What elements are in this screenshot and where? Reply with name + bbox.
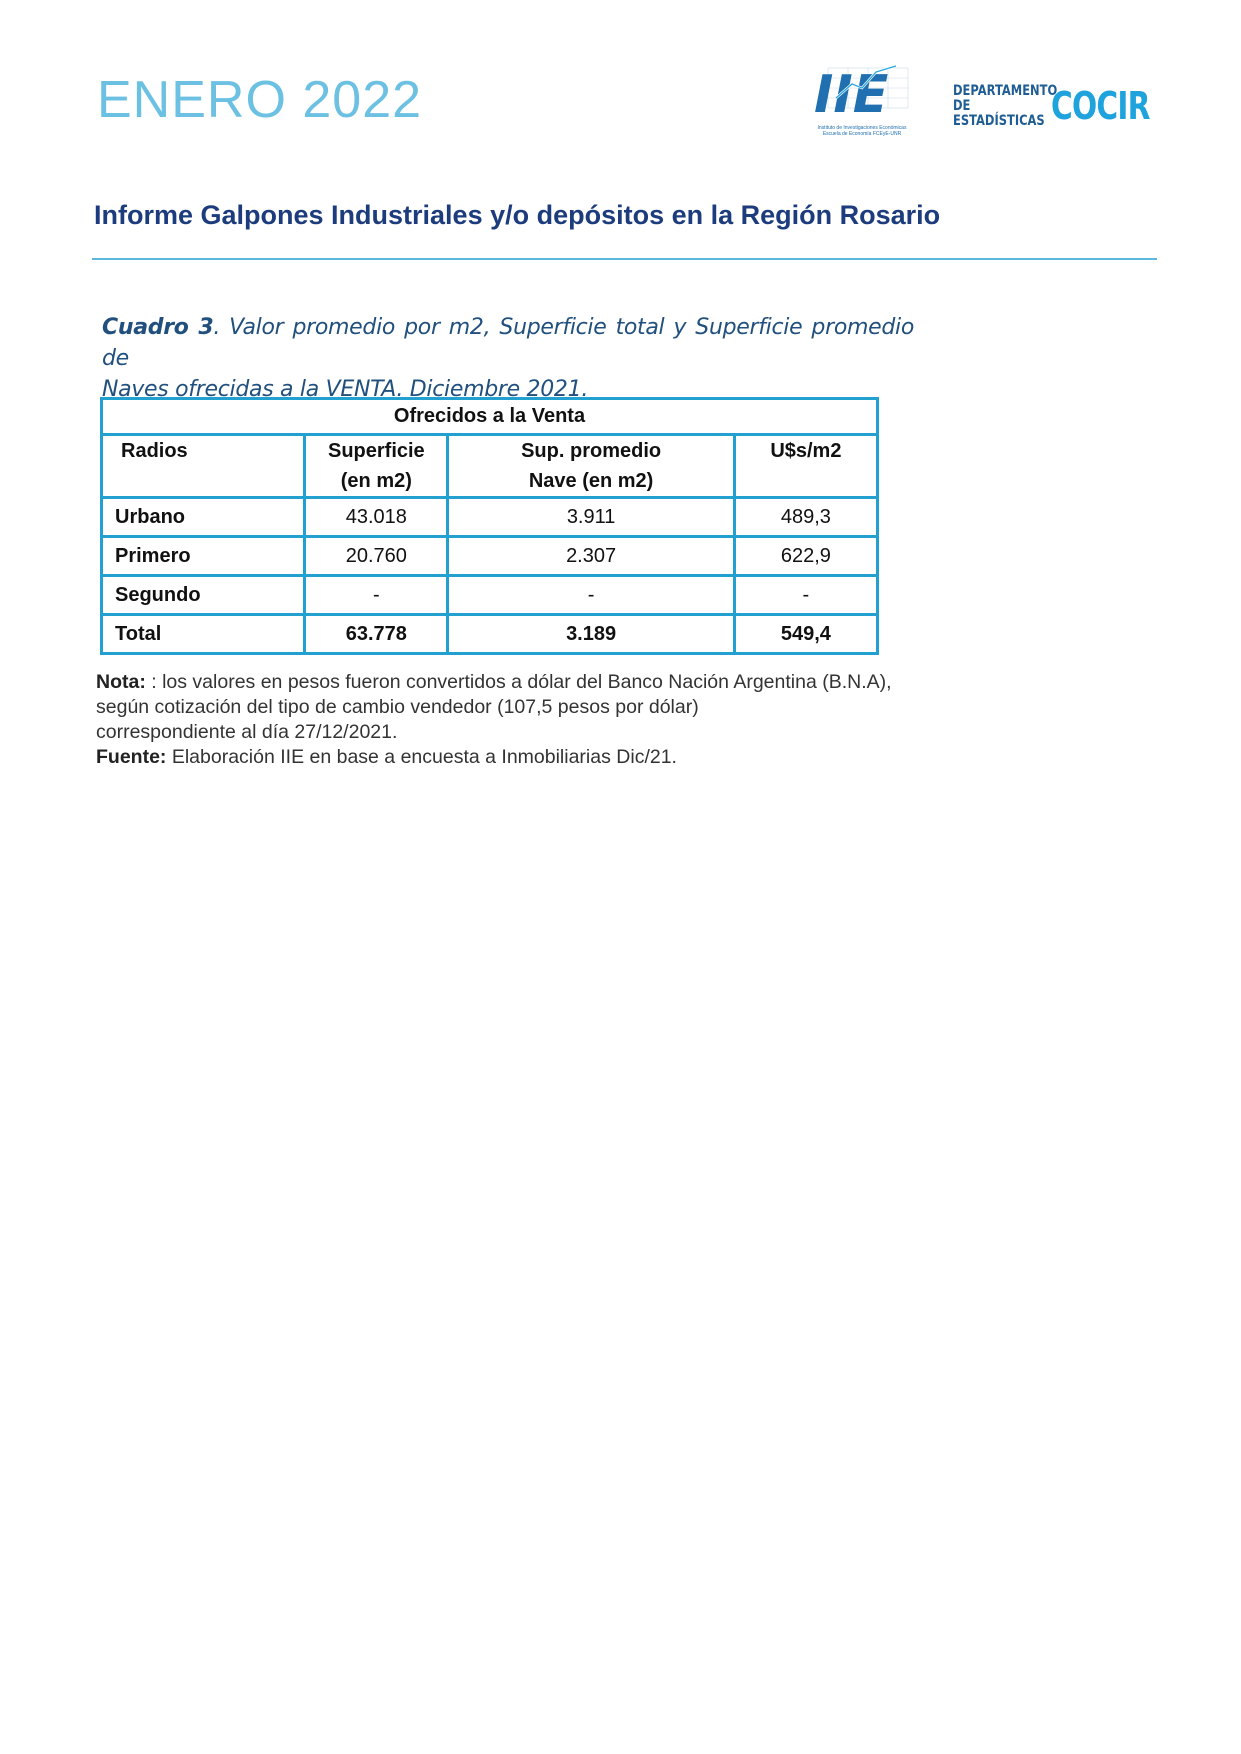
iie-logo-subtitle-1: Instituto de Investigaciones Económicas	[817, 125, 907, 131]
header-radios: Radios	[102, 435, 305, 498]
table-row	[102, 576, 878, 615]
cell-sup-promedio: 3.911	[448, 498, 734, 537]
report-month: ENERO 2022	[97, 71, 423, 129]
header-usd-m2: U$s/m2	[734, 435, 877, 498]
table-row	[102, 498, 878, 537]
iie-logo-subtitle-2: Escuela de Economía FCEyE-UNR	[822, 131, 902, 137]
header-divider	[92, 258, 1157, 260]
table-total-row	[102, 615, 878, 654]
cell-radio: Segundo	[102, 576, 305, 615]
table-row	[102, 537, 878, 576]
cocir-logo	[953, 82, 1177, 129]
table-header-row	[102, 435, 878, 498]
cell-usd-m2: -	[734, 576, 877, 615]
header-superficie: Superficie (en m2)	[305, 435, 448, 498]
iie-logo-mark	[810, 58, 914, 120]
note-line-1: Nota: : los valores en pesos fueron convertidos a dólar del Banco Nación Argentina (B.N.A),	[96, 671, 892, 693]
cell-sup-promedio: 3.189	[448, 615, 734, 654]
cocir-logo-brand: COCIR	[1051, 84, 1150, 128]
cell-usd-m2: 489,3	[734, 498, 877, 537]
header-sup-promedio: Sup. promedio Nave (en m2)	[448, 435, 734, 498]
cell-radio: Total	[102, 615, 305, 654]
cell-superficie: 20.760	[305, 537, 448, 576]
source-label: Fuente:	[96, 746, 167, 768]
sales-table	[100, 397, 879, 655]
iie-logo-letters: IIE	[814, 65, 889, 120]
note-label: Nota:	[96, 671, 146, 693]
cocir-logo-line1: DEPARTAMENTO DE	[953, 82, 1058, 114]
cocir-logo-department	[953, 82, 1058, 129]
report-title: Informe Galpones Industriales y/o depósitos en la Región Rosario	[94, 200, 941, 230]
cell-superficie: -	[305, 576, 448, 615]
cocir-logo-line2: ESTADÍSTICAS	[953, 112, 1045, 129]
caption-text-line1: . Valor promedio por m2, Superficie total y Superficie promedio de	[102, 315, 914, 371]
cell-radio: Urbano	[102, 498, 305, 537]
cell-superficie: 63.778	[305, 615, 448, 654]
caption-text-line2: Naves ofrecidas a la VENTA. Diciembre 2021.	[102, 377, 589, 402]
cell-sup-promedio: 2.307	[448, 537, 734, 576]
cell-superficie: 43.018	[305, 498, 448, 537]
cell-radio: Primero	[102, 537, 305, 576]
table-title-row	[102, 399, 878, 435]
iie-logo	[810, 58, 914, 136]
cell-usd-m2: 622,9	[734, 537, 877, 576]
table-notes	[96, 670, 956, 770]
caption-label: Cuadro 3	[102, 315, 214, 340]
cell-usd-m2: 549,4	[734, 615, 877, 654]
table-caption	[102, 312, 914, 405]
source-line: Fuente: Elaboración IIE en base a encuesta a Inmobiliarias Dic/21.	[96, 746, 677, 768]
cell-sup-promedio: -	[448, 576, 734, 615]
note-line-3: correspondiente al día 27/12/2021.	[96, 721, 398, 743]
table-title: Ofrecidos a la Venta	[102, 399, 878, 435]
note-line-2: según cotización del tipo de cambio vendedor (107,5 pesos por dólar)	[96, 696, 699, 718]
